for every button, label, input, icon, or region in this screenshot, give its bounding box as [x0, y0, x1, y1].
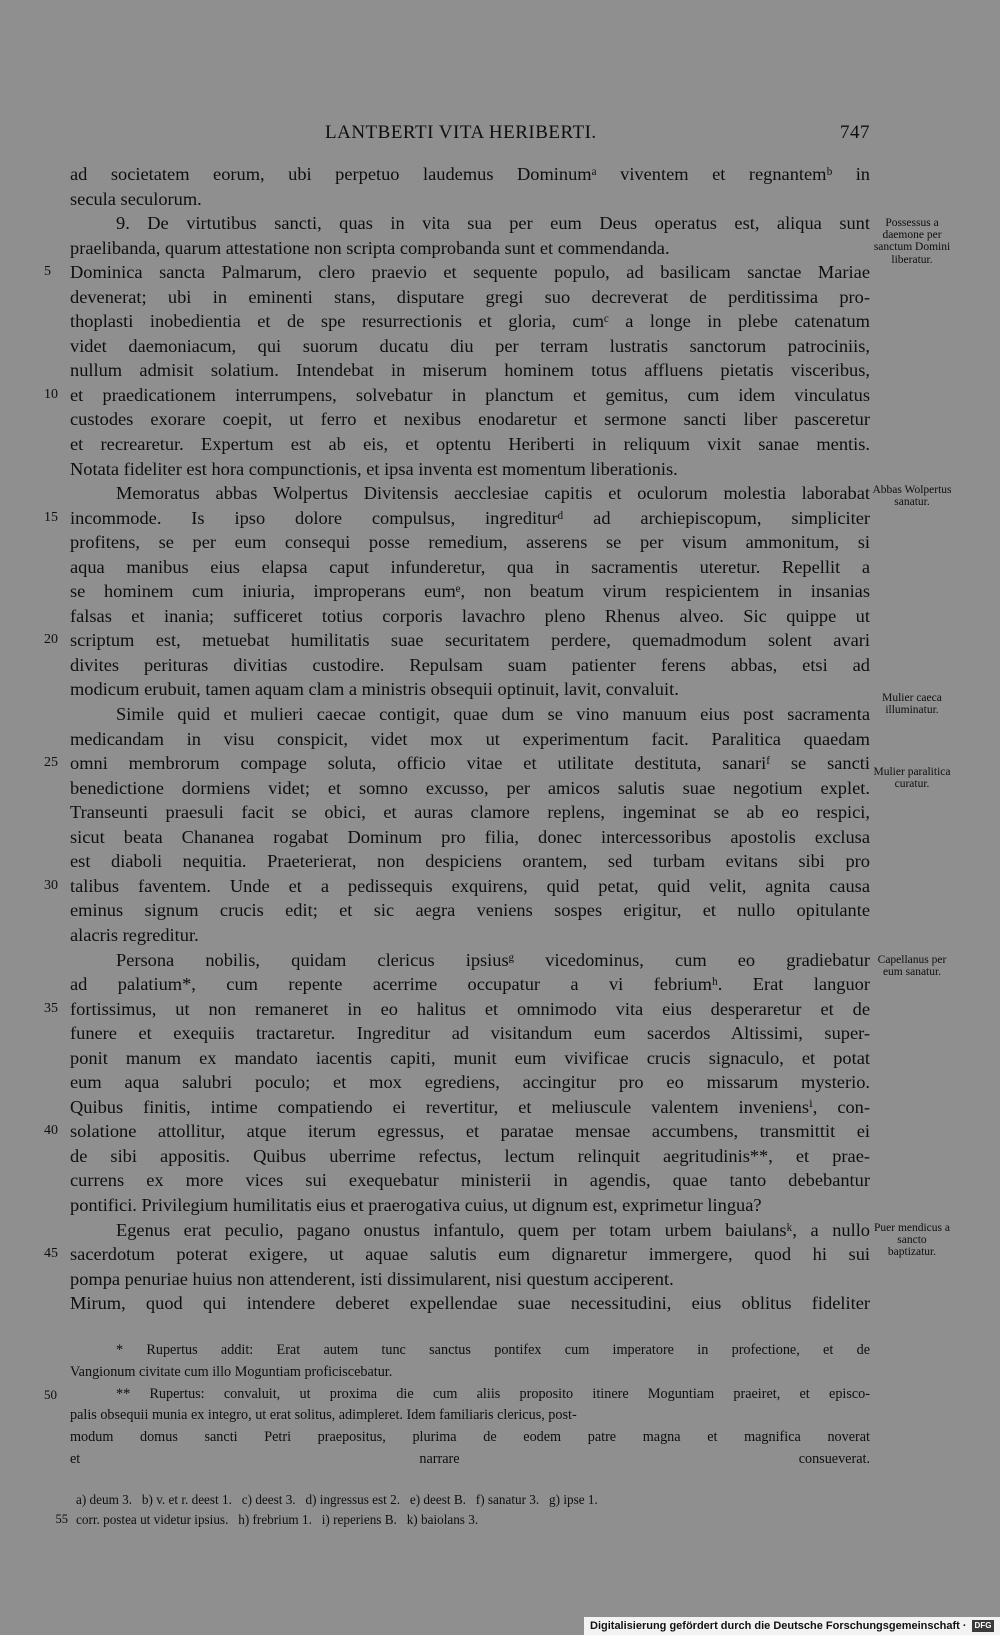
- line-text: Transeunti praesuli facit se obici, et auras clamore replens, ingeminat se ab eo respici,: [70, 802, 870, 823]
- line-text: Memoratus abbas Wolpertus Divitensis aecclesiae capitis et oculorum molestia laborabat: [116, 483, 870, 504]
- line-number: 35: [44, 1000, 58, 1016]
- text-line: [70, 1193, 870, 1218]
- text-line: [44, 1242, 870, 1267]
- running-title: LANTBERTI VITA HERIBERTI.: [325, 122, 597, 143]
- text-line: [70, 849, 870, 874]
- text-line: [44, 997, 870, 1022]
- text-line: [44, 874, 870, 899]
- text-line: [70, 972, 870, 997]
- variant-note-line: [55, 1510, 870, 1530]
- line-text: falsas et inania; sufficeret totius corporis lavachro pleno Rhenus alveo. Sic quippe ut: [70, 605, 870, 626]
- line-text: funere et exequiis tractaretur. Ingreditur ad visitandum eum sacerdos Altissimi, super-: [70, 1023, 870, 1044]
- text-line: [70, 1218, 870, 1243]
- margin-note: Mulier caeca illuminatur.: [882, 692, 942, 717]
- dfg-logo: DFG: [972, 1620, 994, 1632]
- text-line: [70, 898, 870, 923]
- line-text: pontifici. Privilegium humilitatis eius et praerogativa cuius, ut dignum est, exprimetur lingua?: [70, 1194, 762, 1215]
- text-line: [44, 260, 870, 285]
- line-text: corr. postea ut videtur ipsius. h) frebrium 1. i) reperiens B. k) baiolans 3.: [76, 1511, 479, 1527]
- text-line: [70, 285, 870, 310]
- line-text: alacris regreditur.: [70, 924, 199, 945]
- text-line: [70, 702, 870, 727]
- text-line: [70, 1070, 870, 1095]
- line-text: devenerat; ubi in eminenti stans, disputare gregi suo decreverat de perditissima pro-: [70, 286, 870, 307]
- line-number: 50: [44, 1386, 57, 1402]
- line-text: se hominem cum iniuria, improperans eumᵉ, non beatum virum respicientem in insanias: [70, 581, 870, 602]
- line-text: * Rupertus addit: Erat autem tunc sanctus pontifex cum imperatore in profectione, et de: [116, 1342, 870, 1358]
- note-line: [70, 1449, 870, 1471]
- text-line: [44, 506, 870, 531]
- line-text: palis obsequii munia ex integro, ut erat solitus, adimpleret. Idem familiaris clericus, post-: [70, 1407, 577, 1424]
- line-text: Egenus erat peculio, pagano onustus infantulo, quem per totam urbem baiulansᵏ, a nullo: [116, 1219, 870, 1240]
- text-line: [70, 530, 870, 555]
- text-line: [70, 1095, 870, 1120]
- text-line: [70, 1168, 870, 1193]
- line-text: incommode. Is ipso dolore compulsus, ingrediturᵈ ad archiepiscopum, simpliciter: [70, 507, 870, 528]
- text-line: [70, 776, 870, 801]
- line-text: et praedicationem interrumpens, solvebatur in planctum et gemitus, cum idem vinculatus: [70, 384, 870, 405]
- line-text: thoplasti inobedientia et de spe resurrectionis et gloria, cumᶜ a longe in plebe catenatum: [70, 311, 870, 332]
- text-line: [70, 481, 870, 506]
- line-text: fortissimus, ut non remaneret in eo halitus et omnimodo vita eius desperaretur et de: [70, 998, 870, 1019]
- text-line: [70, 579, 870, 604]
- line-number: 15: [44, 509, 58, 525]
- line-text: Mirum, quod qui intendere deberet expellendae suae necessitudini, eius oblitus fideliter: [70, 1293, 870, 1314]
- line-number: 20: [44, 632, 58, 648]
- line-text: omni membrorum compage soluta, officio vitae et utilitate destituta, sanariᶠ se sancti: [70, 753, 870, 774]
- variant-notes: [55, 1490, 870, 1529]
- note-line: [70, 1340, 870, 1362]
- line-text: Dominica sancta Palmarum, clero praevio et sequente populo, ad basilicam sanctae Mariae: [70, 262, 870, 283]
- line-text: ad palatium*, cum repente acerrime occupatur a vi febriumʰ. Erat languor: [70, 974, 870, 995]
- text-line: [70, 1046, 870, 1071]
- note-line: [70, 1405, 870, 1427]
- text-line: [70, 162, 870, 187]
- line-text: Notata fideliter est hora compunctionis, et ipsa inventa est momentum liberationis.: [70, 458, 678, 479]
- line-text: custodes exorare coepit, ut ferro et nexibus enodaretur et sermone sancti liber pasceretur: [70, 409, 870, 430]
- text-line: [70, 187, 870, 212]
- text-line: [70, 334, 870, 359]
- text-line: [70, 457, 870, 482]
- text-line: [70, 1267, 870, 1292]
- line-text: ** Rupertus: convaluit, ut proxima die cum aliis proposito itinere Moguntiam praeiret, et episco-: [116, 1385, 870, 1402]
- line-text: modicum erubuit, tamen aquam clam a ministris obsequii optinuit, lavit, convaluit.: [70, 679, 679, 700]
- line-text: Vangionum civitate cum illo Moguntiam proficiscebatur.: [70, 1363, 393, 1380]
- line-number: 30: [44, 877, 58, 893]
- line-text: videt daemoniacum, qui suorum ducatu diu per terram lustratis sanctorum patrociniis,: [70, 335, 870, 356]
- footer-bar: [584, 1617, 1000, 1635]
- line-text: medicandam in visu conspicit, videt mox ut experimentum facit. Paralitica quaedam: [70, 728, 870, 749]
- line-text: eminus signum crucis edit; et sic aegra veniens sospes erigitur, et nullo opitulante: [70, 900, 870, 921]
- variant-note-line: [76, 1490, 870, 1510]
- line-text: profitens, se per eum consequi posse remedium, asserens se per visum ammonitum, si: [70, 532, 870, 553]
- line-text: et narrare consueverat.: [70, 1450, 870, 1467]
- line-text: scriptum est, metuebat humilitatis suae securitatem perdere, quemadmodum solent avari: [70, 630, 870, 651]
- text-line: [70, 309, 870, 334]
- text-line: [70, 923, 870, 948]
- text-line: [44, 1119, 870, 1144]
- text-line: [44, 751, 870, 776]
- line-number: 40: [44, 1123, 58, 1139]
- margin-note: Puer mendicus a sancto baptizatur.: [873, 1222, 950, 1259]
- line-text: a) deum 3. b) v. et r. deest 1. c) deest 3. d) ingressus est 2. e) deest B. f) sanatur 3. g) ipse 1.: [76, 1492, 598, 1507]
- line-text: sicut beata Chananea rogabat Dominum pro filia, donec intercessoribus apostolis exclusa: [70, 826, 870, 847]
- footer-text: Digitalisierung gefördert durch die Deutsche Forschungsgemeinschaft ·: [590, 1620, 967, 1632]
- line-text: talibus faventem. Unde et a pedissequis exquirens, quid petat, quid velit, agnita causa: [70, 875, 870, 896]
- note-line: [70, 1427, 870, 1449]
- text-line: [70, 677, 870, 702]
- text-line: [44, 628, 870, 653]
- line-text: sacerdotum poterat exigere, ut aquae salutis eum dignaretur immergere, quod hi sui: [70, 1244, 870, 1265]
- line-text: Simile quid et mulieri caecae contigit, quae dum se vino manuum eius post sacramenta: [116, 704, 870, 725]
- line-number: 10: [44, 386, 58, 402]
- line-text: eum aqua salubri poculo; et mox egrediens, accingitur pro eo missarum mysterio.: [70, 1072, 870, 1093]
- line-text: divites perituras divitias custodire. Repulsam suam patienter ferens abbas, etsi ad: [70, 654, 870, 675]
- line-text: Quibus finitis, intime compatiendo ei revertitur, et meliuscule valentem inveniensⁱ, con-: [70, 1096, 870, 1117]
- text-line: [70, 211, 870, 236]
- line-text: de sibi appositis. Quibus uberrime refectus, lectum relinquit aegritudinis**, et prae-: [70, 1145, 870, 1166]
- line-text: ponit manum ex mandato iacentis capiti, munit eum vivificae crucis signaculo, et potat: [70, 1047, 870, 1068]
- line-number: 55: [55, 1511, 68, 1526]
- text-line: [70, 358, 870, 383]
- line-text: nullum admisit solatium. Intendebat in miserum hominem totus affluens pietatis visceribus,: [70, 360, 870, 381]
- text-line: [70, 236, 870, 261]
- text-line: [70, 800, 870, 825]
- note-line: [70, 1362, 870, 1384]
- line-text: secula seculorum.: [70, 188, 202, 209]
- text-line: [70, 407, 870, 432]
- line-text: ad societatem eorum, ubi perpetuo laudemus Dominumᵃ viventem et regnantemᵇ in: [70, 164, 870, 184]
- margin-note: Capellanus per eum sanatur.: [877, 954, 947, 979]
- text-line: [70, 825, 870, 850]
- text-line: [70, 653, 870, 678]
- margin-note: Mulier paralitica curatur.: [873, 766, 951, 791]
- author-notes: [44, 1340, 870, 1471]
- line-text: aqua manibus eius elapsa caput infunderetur, qua in sacramentis uteretur. Repellit a: [70, 556, 870, 577]
- text-line: [70, 1291, 870, 1316]
- line-text: pompa penuriae huius non attenderent, isti dissimularent, nisi questum acciperent.: [70, 1268, 674, 1289]
- line-text: 9. De virtutibus sancti, quas in vita sua per eum Deus operatus est, aliqua sunt: [116, 213, 870, 234]
- margin-note: Abbas Wolpertus sanatur.: [872, 484, 952, 509]
- note-line: [44, 1384, 870, 1406]
- margin-note: Possessus a daemone per sanctum Domini liberatur.: [873, 217, 951, 266]
- page-number: 747: [840, 122, 870, 143]
- line-text: et recrearetur. Expertum est ab eis, et optentu Heriberti in reliquum vixit sanae mentis.: [70, 434, 870, 455]
- line-text: est diaboli nequitia. Praeterierat, non despiciens orantem, sed turbam evitans sibi pro: [70, 851, 870, 872]
- text-line: [70, 1021, 870, 1046]
- line-number: 45: [44, 1246, 58, 1262]
- line-text: benedictione dormiens videt; et somno excusso, per amicos salutis suae negotium explet.: [70, 777, 870, 798]
- line-text: modum domus sancti Petri praepositus, plurima de eodem patre magna et magnifica noverat: [70, 1429, 870, 1446]
- running-header: [70, 122, 870, 148]
- text-line: [70, 604, 870, 629]
- line-number: 5: [44, 264, 51, 280]
- text-line: [70, 555, 870, 580]
- line-text: currens ex more vices sui exequebatur ministerii in agendis, quae tanto debebantur: [70, 1170, 870, 1191]
- line-text: Persona nobilis, quidam clericus ipsiusᵍ vicedominus, cum eo gradiebatur: [116, 949, 870, 970]
- main-text: [44, 162, 870, 1316]
- text-line: [44, 383, 870, 408]
- text-line: [70, 948, 870, 973]
- text-line: [70, 727, 870, 752]
- line-text: praelibanda, quarum attestatione non scripta comprobanda sunt et commendanda.: [70, 237, 670, 258]
- line-number: 25: [44, 755, 58, 771]
- text-line: [70, 432, 870, 457]
- line-text: solatione attollitur, atque iterum egressus, et paratae mensae accumbens, transmittit ei: [70, 1121, 870, 1142]
- text-line: [70, 1144, 870, 1169]
